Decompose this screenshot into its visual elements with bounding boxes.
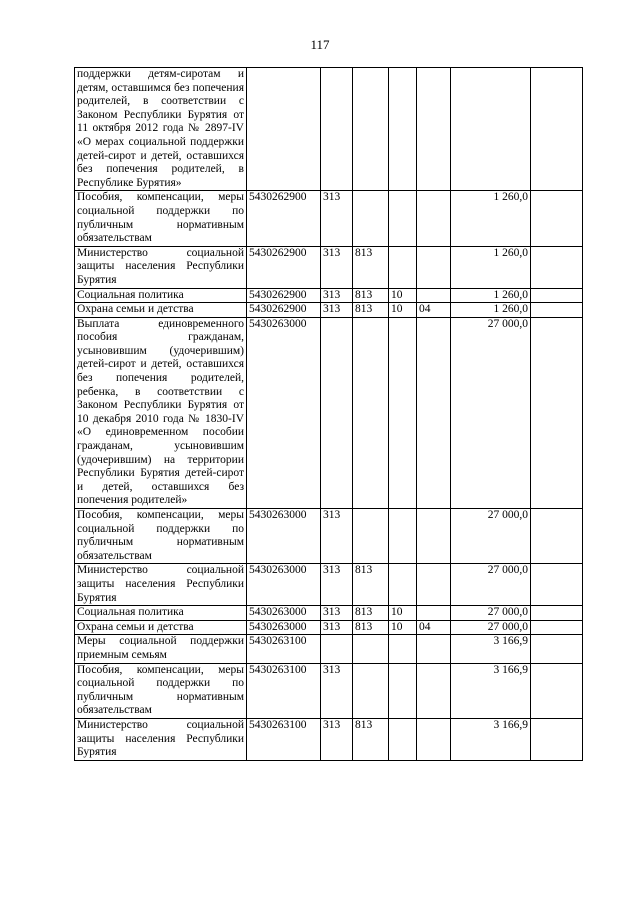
row-target-code-cell: 5430262900 (247, 303, 321, 318)
row-subsection-cell (417, 606, 451, 621)
row-extra-cell (531, 606, 583, 621)
table-row (75, 718, 583, 760)
row-extra-cell (531, 663, 583, 718)
table-row (75, 509, 583, 564)
row-amount-cell: 3 166,9 (451, 635, 531, 663)
row-ministry-code-cell: 813 (353, 718, 389, 760)
row-expense-type-cell: 313 (321, 303, 353, 318)
row-section-cell (389, 564, 417, 606)
row-name-cell: Выплата единовременного пособия гражданам, усыновившим (удочерившим) детей-сирот и детей, оставшихся без попечения родителей, ребенка, в соответствии с Законом Республики Бурятия от 10 декабря 2010 года № 1830-IV «О единовременном пособии гражданам, усыновившим (удочерившим) на территории Республики Бурятия детей-сирот и детей, оставшихся без попечения родителей» (75, 317, 247, 508)
row-section-cell: 10 (389, 303, 417, 318)
row-subsection-cell (417, 635, 451, 663)
table-body (75, 68, 583, 761)
table-row (75, 68, 583, 191)
row-target-code-cell: 5430263000 (247, 620, 321, 635)
row-amount-cell: 27 000,0 (451, 620, 531, 635)
row-subsection-cell (417, 246, 451, 288)
row-ministry-code-cell: 813 (353, 606, 389, 621)
row-section-cell (389, 718, 417, 760)
row-subsection-cell: 04 (417, 620, 451, 635)
row-target-code-cell: 5430263100 (247, 663, 321, 718)
row-amount-cell: 1 260,0 (451, 191, 531, 246)
row-expense-type-cell: 313 (321, 191, 353, 246)
row-subsection-cell (417, 191, 451, 246)
row-amount-cell: 1 260,0 (451, 288, 531, 303)
row-expense-type-cell: 313 (321, 663, 353, 718)
row-expense-type-cell: 313 (321, 564, 353, 606)
row-name-cell: Пособия, компенсации, меры социальной поддержки по публичным нормативным обязательствам (75, 509, 247, 564)
row-section-cell: 10 (389, 606, 417, 621)
table-row (75, 606, 583, 621)
table-row (75, 635, 583, 663)
row-subsection-cell: 04 (417, 303, 451, 318)
row-target-code-cell: 5430263000 (247, 317, 321, 508)
row-name-cell: Пособия, компенсации, меры социальной поддержки по публичным нормативным обязательствам (75, 663, 247, 718)
row-expense-type-cell (321, 68, 353, 191)
row-target-code-cell: 5430263000 (247, 564, 321, 606)
row-ministry-code-cell: 813 (353, 620, 389, 635)
row-extra-cell (531, 317, 583, 508)
row-section-cell: 10 (389, 288, 417, 303)
row-expense-type-cell: 313 (321, 288, 353, 303)
row-extra-cell (531, 718, 583, 760)
row-target-code-cell: 5430262900 (247, 191, 321, 246)
row-section-cell (389, 635, 417, 663)
table-row (75, 288, 583, 303)
row-section-cell (389, 663, 417, 718)
table-row (75, 191, 583, 246)
row-target-code-cell: 5430263100 (247, 635, 321, 663)
row-name-cell: Пособия, компенсации, меры социальной поддержки по публичным нормативным обязательствам (75, 191, 247, 246)
table-row (75, 564, 583, 606)
table-row (75, 317, 583, 508)
row-section-cell (389, 246, 417, 288)
row-ministry-code-cell (353, 317, 389, 508)
row-expense-type-cell: 313 (321, 246, 353, 288)
row-amount-cell: 3 166,9 (451, 718, 531, 760)
row-amount-cell: 1 260,0 (451, 303, 531, 318)
row-name-cell: Социальная политика (75, 606, 247, 621)
row-subsection-cell (417, 68, 451, 191)
row-expense-type-cell (321, 635, 353, 663)
row-target-code-cell: 5430262900 (247, 246, 321, 288)
page-number: 117 (310, 37, 330, 52)
row-amount-cell: 1 260,0 (451, 246, 531, 288)
row-expense-type-cell: 313 (321, 718, 353, 760)
row-ministry-code-cell (353, 509, 389, 564)
table-row (75, 246, 583, 288)
row-target-code-cell: 5430263100 (247, 718, 321, 760)
row-name-cell: Социальная политика (75, 288, 247, 303)
row-amount-cell: 3 166,9 (451, 663, 531, 718)
row-ministry-code-cell (353, 663, 389, 718)
row-section-cell (389, 191, 417, 246)
row-name-cell: Охрана семьи и детства (75, 620, 247, 635)
row-expense-type-cell: 313 (321, 509, 353, 564)
row-extra-cell (531, 68, 583, 191)
row-ministry-code-cell (353, 635, 389, 663)
row-section-cell (389, 68, 417, 191)
row-section-cell: 10 (389, 620, 417, 635)
row-extra-cell (531, 246, 583, 288)
row-extra-cell (531, 303, 583, 318)
row-ministry-code-cell: 813 (353, 246, 389, 288)
row-subsection-cell (417, 317, 451, 508)
table-row (75, 303, 583, 318)
row-ministry-code-cell: 813 (353, 564, 389, 606)
row-name-cell: поддержки детям-сиротам и детям, оставшимся без попечения родителей, в соответствии с Законом Республики Бурятия от 11 октября 2012 года № 2897-IV «О мерах социальной поддержки детей-сирот и детей, оставшихся без попечения родителей, в Республике Бурятия» (75, 68, 247, 191)
row-extra-cell (531, 564, 583, 606)
row-extra-cell (531, 288, 583, 303)
row-ministry-code-cell (353, 68, 389, 191)
row-section-cell (389, 509, 417, 564)
row-target-code-cell: 5430263000 (247, 606, 321, 621)
row-amount-cell: 27 000,0 (451, 606, 531, 621)
row-amount-cell: 27 000,0 (451, 317, 531, 508)
row-extra-cell (531, 191, 583, 246)
row-target-code-cell: 5430262900 (247, 288, 321, 303)
row-extra-cell (531, 620, 583, 635)
row-name-cell: Меры социальной поддержки приемным семьям (75, 635, 247, 663)
table-row (75, 620, 583, 635)
row-target-code-cell (247, 68, 321, 191)
row-name-cell: Министерство социальной защиты населения Республики Бурятия (75, 564, 247, 606)
row-extra-cell (531, 635, 583, 663)
row-subsection-cell (417, 564, 451, 606)
row-subsection-cell (417, 718, 451, 760)
row-target-code-cell: 5430263000 (247, 509, 321, 564)
row-expense-type-cell (321, 317, 353, 508)
row-subsection-cell (417, 663, 451, 718)
row-name-cell: Министерство социальной защиты населения Республики Бурятия (75, 246, 247, 288)
row-name-cell: Министерство социальной защиты населения Республики Бурятия (75, 718, 247, 760)
table-row (75, 663, 583, 718)
row-ministry-code-cell: 813 (353, 303, 389, 318)
row-name-cell: Охрана семьи и детства (75, 303, 247, 318)
row-expense-type-cell: 313 (321, 606, 353, 621)
row-subsection-cell (417, 509, 451, 564)
row-amount-cell: 27 000,0 (451, 509, 531, 564)
row-amount-cell (451, 68, 531, 191)
row-ministry-code-cell (353, 191, 389, 246)
row-ministry-code-cell: 813 (353, 288, 389, 303)
row-subsection-cell (417, 288, 451, 303)
budget-table (74, 67, 583, 761)
row-expense-type-cell: 313 (321, 620, 353, 635)
row-amount-cell: 27 000,0 (451, 564, 531, 606)
row-section-cell (389, 317, 417, 508)
row-extra-cell (531, 509, 583, 564)
